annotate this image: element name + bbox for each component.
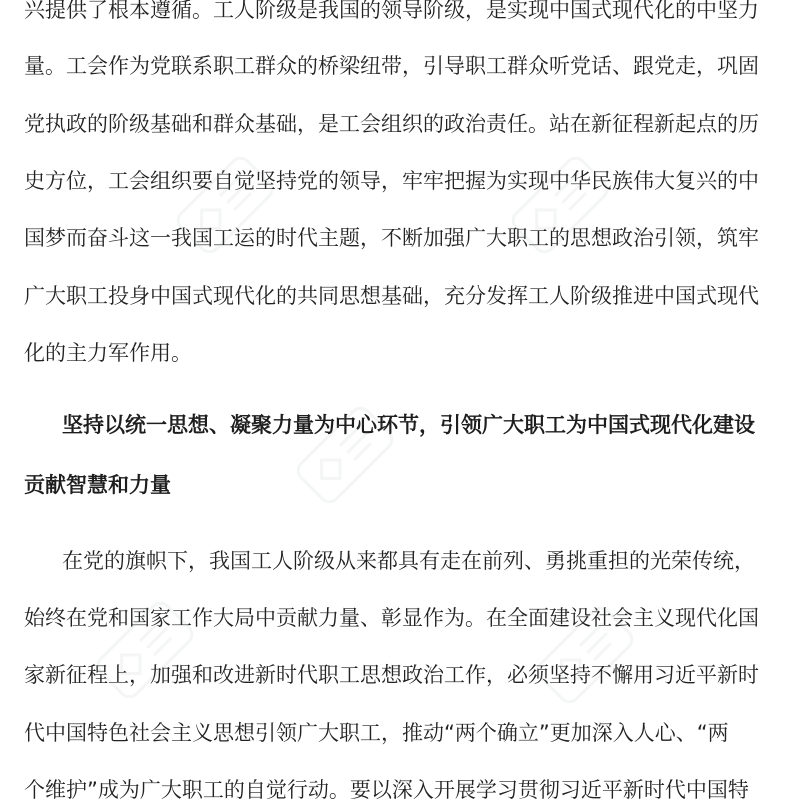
- watermark-logo-icon: [267, 377, 423, 533]
- watermark-logo-icon: [482, 127, 638, 283]
- paragraph-1-line-5: 国梦而奋斗这一我国工运的时代主题，不断加强广大职工的思想政治引领，筑牢: [24, 226, 759, 250]
- watermark-logo-icon: [147, 127, 303, 283]
- watermark-stamp: [507, 577, 663, 733]
- paragraph-1-line-4: 史方位，工会组织要自觉坚持党的领导，牢牢把握为实现中华民族伟大复兴的中: [24, 169, 759, 193]
- section-heading-line-2: 贡献智慧和力量: [24, 473, 171, 497]
- paragraph-1-line-6: 广大职工投身中国式现代化的共同思想基础，充分发挥工人阶级推进中国式现代: [24, 284, 759, 308]
- paragraph-2-line-2: 始终在党和国家工作大局中贡献力量、彰显作为。在全面建设社会主义现代化国: [24, 606, 759, 630]
- paragraph-2-line-4: 代中国特色社会主义思想引领广大职工，推动“两个确立”更加深入人心、“两: [24, 721, 729, 745]
- paragraph-2-line-3: 家新征程上，加强和改进新时代职工思想政治工作，必须坚持不懈用习近平新时: [24, 663, 759, 687]
- watermark-stamp: [67, 572, 223, 728]
- section-heading-line-1: 坚持以统一思想、凝聚力量为中心环节，引领广大职工为中国式现代化建设: [62, 413, 755, 437]
- watermark-stamp: [482, 127, 638, 283]
- watermark-stamp: [147, 127, 303, 283]
- paragraph-1-line-7: 化的主力军作用。: [24, 341, 192, 365]
- paragraph-1-line-3: 党执政的阶级基础和群众基础，是工会组织的政治责任。站在新征程新起点的历: [24, 112, 759, 136]
- watermark-logo-icon: [507, 577, 663, 733]
- paragraph-2-line-1: 在党的旗帜下，我国工人阶级从来都具有走在前列、勇挑重担的光荣传统，: [62, 549, 755, 573]
- paragraph-1-line-1: 兴提供了根本遵循。工人阶级是我国的领导阶级，是实现中国式现代化的中坚力: [24, 0, 759, 22]
- watermark-stamp: [267, 377, 423, 533]
- paragraph-1-line-2: 量。工会作为党联系职工群众的桥梁纽带，引导职工群众听党话、跟党走，巩固: [24, 54, 759, 78]
- watermark-logo-icon: [67, 572, 223, 728]
- paragraph-2-line-5: 个维护”成为广大职工的自觉行动。要以深入开展学习贯彻习近平新时代中国特: [24, 778, 749, 800]
